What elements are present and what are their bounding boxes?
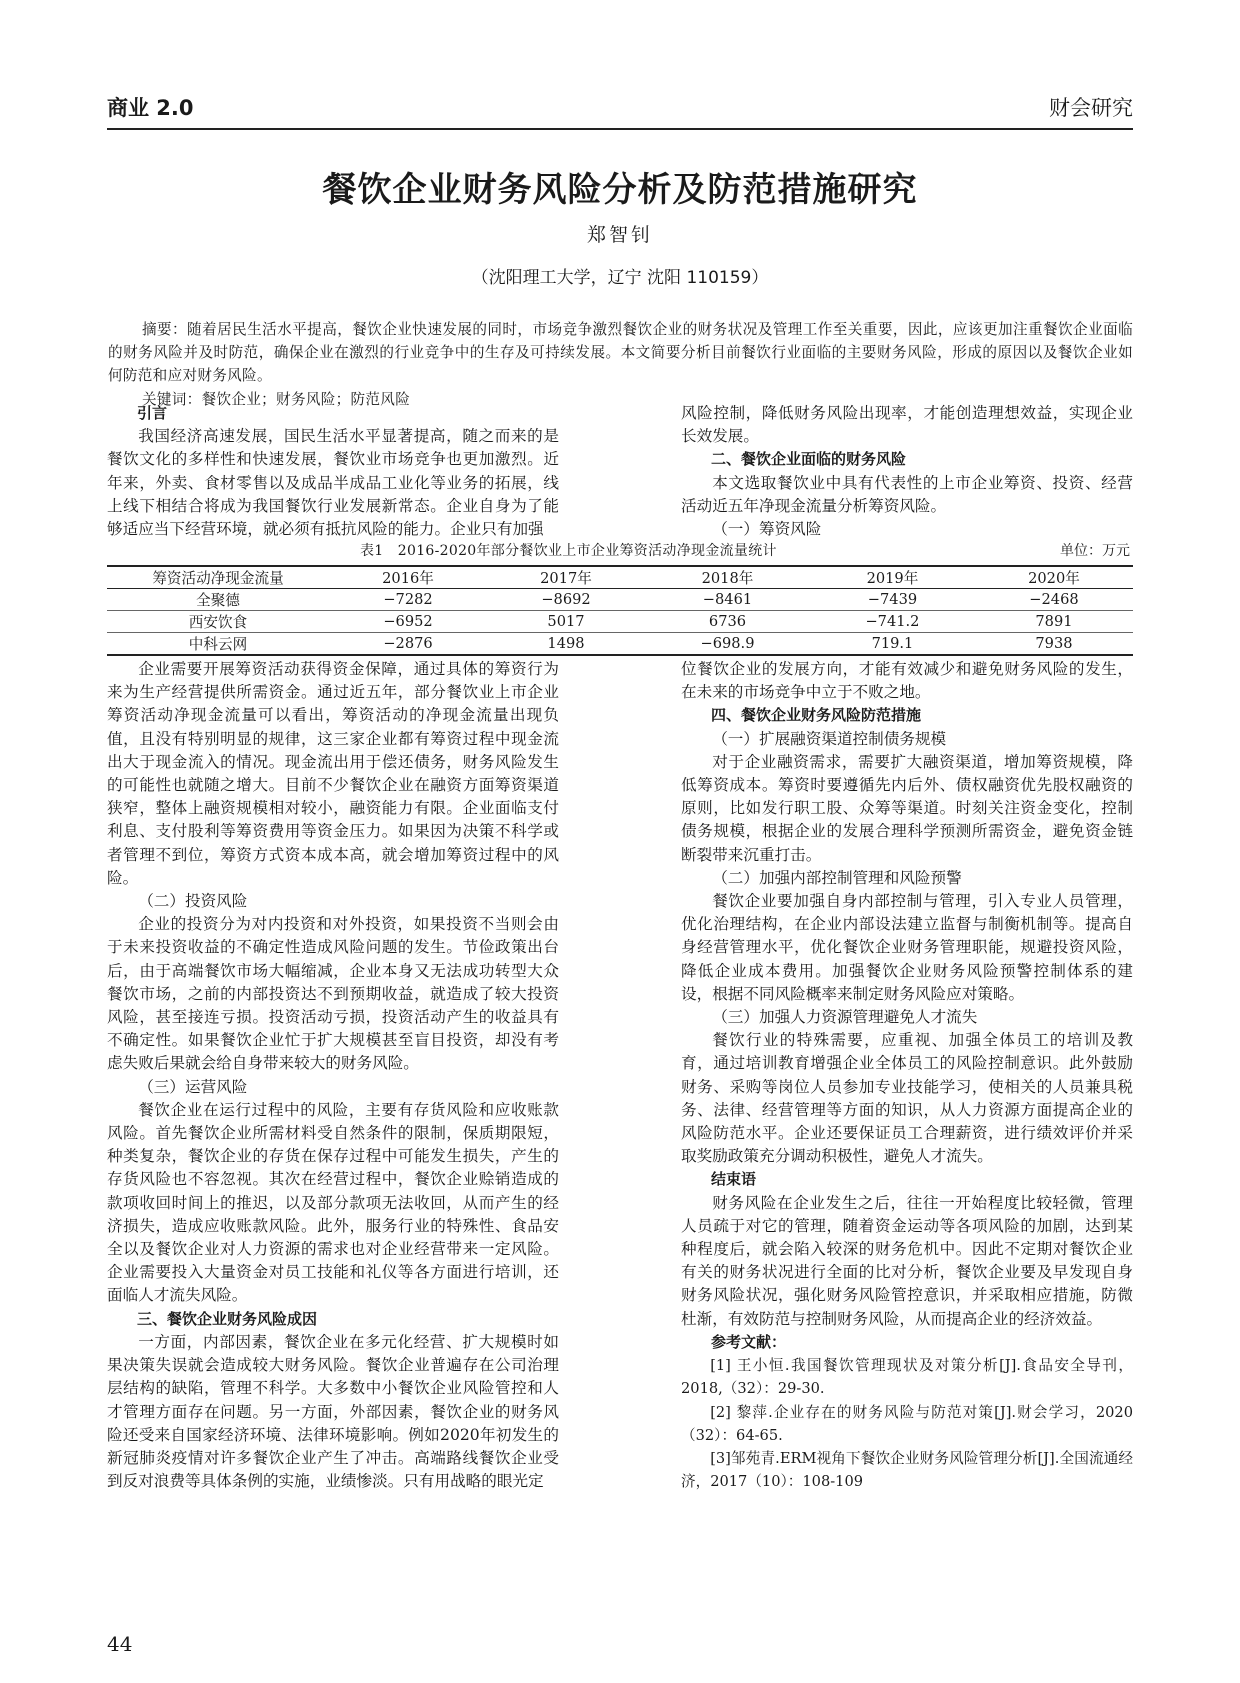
- top-left-column: [107, 402, 559, 541]
- table-header-cell: 2018年: [701, 570, 754, 587]
- section-two-paragraph: 本文选取餐饮业中具有代表性的上市企业筹资、投资、经营活动近五年净现金流量分析筹资风险。: [681, 473, 1133, 515]
- section-three-paragraph: 一方面，内部因素，餐饮企业在多元化经营、扩大规模时如果决策失误就会造成较大财务风险。餐饮企业普遍存在公司治理层结构的缺陷，管理不科学。大多数中小餐饮企业风险管控和人才管理方面存在问题。另一方面，外部因素，餐饮企业的财务风险还受来自国家经济环境、法律环境影响。例如2020年初发生的新冠肺炎疫情对许多餐饮企业产生了冲击。高端路线餐饮企业受到反对浪费等具体条例的实施，业绩惨淡。只有用战略的眼光定: [107, 1332, 559, 1491]
- financing-risk-subheading: （一）筹资风险: [712, 520, 822, 539]
- measure-two-subheading: （二）加强内部控制管理和风险预警: [712, 868, 962, 887]
- table-unit: 单位：万元: [1060, 543, 1130, 559]
- table-cell: 719.1: [871, 635, 914, 652]
- table-header-cell: 2017年: [540, 570, 592, 587]
- investment-risk-paragraph: 企业的投资分为对内投资和对外投资，如果投资不当则会由于未来投资收益的不确定性造成风险问题的发生。节俭政策出台后，由于高端餐饮市场大幅缩减，企业本身又无法成功转型大众餐饮市场，之前的内部投资达不到预期收益，就造成了较大投资风险，甚至接连亏损。投资活动亏损，投资活动产生的收益具有不确定性。如果餐饮企业忙于扩大规模甚至盲目投资，却没有考虑失败后果就会给自身带来较大的财务风险。: [107, 915, 559, 1073]
- table-cell: −8692: [541, 591, 591, 608]
- author: 郑智钊: [586, 224, 653, 246]
- table-header-cell: 2016年: [382, 570, 434, 587]
- intro-continuation: 风险控制，降低财务风险出现率，才能创造理想效益，实现企业长效发展。: [681, 404, 1133, 446]
- reference-item: [2] 黎萍.企业存在的财务风险与防范对策[J].财会学习，2020（32）：64-65.: [681, 1403, 1133, 1444]
- table-cell: −2876: [383, 635, 433, 652]
- paper-title: 餐饮企业财务风险分析及防范措施研究: [322, 170, 918, 210]
- section-name: 财会研究: [1049, 96, 1133, 120]
- measure-two-paragraph: 餐饮企业要加强自身内部控制与管理，引入专业人员管理，优化治理结构，在企业内部设法建立监督与制衡机制等。提高自身经营管理水平，优化餐饮企业财务管理职能，规避投资风险，降低企业成本费用。加强餐饮企业财务风险预警控制体系的建设，根据不同风险概率来制定财务风险应对策略。: [681, 892, 1133, 1003]
- measure-one-subheading: （一）扩展融资渠道控制债务规模: [712, 729, 947, 748]
- page-number: 44: [107, 1632, 133, 1656]
- affiliation: （沈阳理工大学，辽宁 沈阳 110159）: [471, 268, 769, 288]
- table-cell: 5017: [547, 613, 585, 630]
- journal-name: 商业 2.0: [107, 96, 194, 120]
- measure-three-subheading: （三）加强人力资源管理避免人才流失: [712, 1008, 978, 1027]
- table-cell: 全聚德: [196, 592, 240, 609]
- intro-heading: 引言: [137, 404, 168, 422]
- table-cell: −8461: [702, 591, 753, 608]
- header-rule: [107, 128, 1133, 130]
- reference-item: [1] 王小恒.我国餐饮管理现状及对策分析[J].食品安全导刊，2018,（32）：29-30.: [681, 1357, 1133, 1398]
- abstract: 摘要：随着居民生活水平提高，餐饮企业快速发展的同时，市场竞争激烈餐饮企业的财务状况及管理工作至关重要，因此，应该更加注重餐饮企业面临的财务风险并及时防范，确保企业在激烈的行业竞争中的生存及可持续发展。本文简要分析目前餐饮行业面临的主要财务风险，形成的原因以及餐饮企业如何防范和应对财务风险。: [108, 321, 1133, 384]
- right-column: [681, 658, 1133, 1493]
- operation-risk-subheading: （三）运营风险: [138, 1077, 248, 1096]
- table-cell: −741.2: [865, 613, 920, 630]
- table-caption: 表1 2016-2020年部分餐饮业上市企业筹资活动净现金流量统计: [360, 543, 777, 559]
- table-header-cell: 2020年: [1028, 570, 1080, 587]
- measure-one-paragraph: 对于企业融资需求，需要扩大融资渠道，增加筹资规模，降低筹资成本。筹资时要遵循先内后外、债权融资优先股权融资的原则，比如发行职工股、众筹等渠道。时刻关注资金变化，控制债务规模，根据企业的发展合理科学预测所需资金，避免资金链断裂带来沉重打击。: [681, 752, 1133, 864]
- section-four-heading: 四、餐饮企业财务风险防范措施: [711, 706, 922, 725]
- table-cell: 7938: [1035, 635, 1073, 652]
- top-right-column: [681, 402, 1133, 541]
- section-three-heading: 三、餐饮企业财务风险成因: [137, 1309, 318, 1328]
- table-cell: −6952: [383, 613, 433, 630]
- table-cell: 1498: [547, 635, 585, 652]
- table-row: [107, 589, 1133, 611]
- table-header-row: [107, 566, 1133, 589]
- table-cell: −7282: [383, 591, 433, 608]
- reference-item: [3]邹苑青.ERM视角下餐饮企业财务风险管理分析[J].全国流通经济，2017（10）：108-109: [681, 1449, 1133, 1491]
- left-column: [107, 658, 559, 1493]
- intro-paragraph: 我国经济高速发展，国民生活水平显著提高，随之而来的是餐饮文化的多样性和快速发展，餐饮业市场竞争也更加激烈。近年来，外卖、食材零售以及成品半成品工业化等业务的拓展，线上线下相结合将成为我国餐饮行业发展新常态。企业自身为了能够适应当下经营环境，就必须有抵抗风险的能力。企业只有加强: [107, 427, 559, 539]
- table-header-cell: 筹资活动净现金流量: [152, 570, 284, 587]
- section-two-heading: 二、餐饮企业面临的财务风险: [711, 450, 907, 469]
- table-cell: 7891: [1035, 613, 1073, 630]
- conclusion-paragraph: 财务风险在企业发生之后，往往一开始程度比较轻微，管理人员疏于对它的管理，随着资金运动等各项风险的加剧，达到某种程度后，就会陷入较深的财务危机中。因此不定期对餐饮企业有关的财务状况进行全面的比对分析，餐饮企业要及早发现自身财务风险状况，强化财务风险管控意识，并采取相应措施，防微杜渐，有效防范与控制财务风险，从而提高企业的经济效益。: [681, 1193, 1133, 1328]
- table-cell: −698.9: [700, 635, 755, 652]
- measure-three-paragraph: 餐饮行业的特殊需要，应重视、加强全体员工的培训及教育，通过培训教育增强企业全体员工的风险控制意识。此外鼓励财务、采购等岗位人员参加专业技能学习，使相关的人员兼具税务、法律、经营管理等方面的知识，从人力资源方面提高企业的风险防范水平。企业还要保证员工合理薪资，进行绩效评价并采取奖励政策充分调动积极性，避免人才流失。: [681, 1031, 1133, 1166]
- table-cell: −7439: [867, 591, 918, 608]
- section-three-continuation: 位餐饮企业的发展方向，才能有效减少和避免财务风险的发生，在未来的市场竞争中立于不败之地。: [681, 660, 1133, 702]
- table-header-cell: 2019年: [866, 570, 919, 587]
- table-row: [107, 611, 1133, 633]
- cashflow-table: [107, 565, 1133, 656]
- table-cell: 6736: [708, 613, 747, 630]
- financing-risk-paragraph: 企业需要开展筹资活动获得资金保障，通过具体的筹资行为来为生产经营提供所需资金。通过近五年，部分餐饮业上市企业筹资活动净现金流量可以看出，筹资活动的净现金流量出现负值，且没有特别明显的规律，这三家企业都有筹资过程中现金流出大于现金流入的情况。现金流出用于偿还债务，财务风险发生的可能性也就随之增大。目前不少餐饮企业在融资方面筹资渠道狭窄，整体上融资规模相对较小，融资能力有限。企业面临支付利息、支付股利等筹资费用等资金压力。如果因为决策不科学或者管理不到位，筹资方式资本成本高，就会增加筹资过程中的风险。: [107, 660, 559, 887]
- table-cell: 中科云网: [188, 636, 248, 653]
- table-row: [107, 633, 1133, 656]
- table-cell: 西安饮食: [188, 614, 248, 631]
- conclusion-heading: 结束语: [711, 1170, 757, 1189]
- references-heading: 参考文献：: [711, 1332, 787, 1351]
- investment-risk-subheading: （二）投资风险: [138, 892, 248, 911]
- operation-risk-paragraph: 餐饮企业在运行过程中的风险，主要有存货风险和应收账款风险。首先餐饮企业所需材料受自然条件的限制，保质期限短，种类复杂，餐饮企业的存货在保存过程中可能发生损失，产生的存货风险也不容忽视。其次在经营过程中，餐饮企业赊销造成的款项收回时间上的推迟，以及部分款项无法收回，从而产生的经济损失，造成应收账款风险。此外，服务行业的特殊性、食品安全以及餐饮企业对人力资源的需求也对企业经营带来一定风险。企业需要投入大量资金对员工技能和礼仪等各方面进行培训，还面临人才流失风险。: [107, 1100, 559, 1305]
- table-cell: −2468: [1029, 591, 1079, 608]
- keywords: 关键词：餐饮企业；财务风险；防范风险: [142, 391, 411, 408]
